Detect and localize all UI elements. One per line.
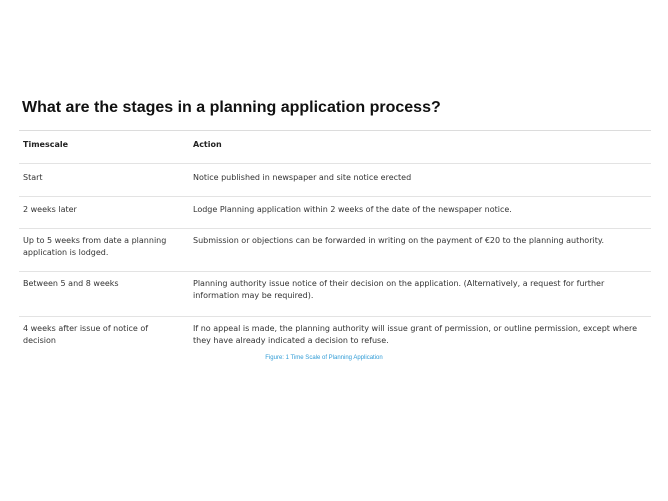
- header-action: Action: [193, 140, 222, 149]
- stages-table: [19, 130, 651, 353]
- page-title: What are the stages in a planning application process?: [22, 99, 441, 116]
- table-row: [19, 272, 651, 317]
- action-cell: Lodge Planning application within 2 weeks of the date of the newspaper notice.: [193, 205, 512, 214]
- table-row: [19, 317, 651, 353]
- action-cell: If no appeal is made, the planning authority will issue grant of permission, or outline permission, except where they have already indicated a decision to refuse.: [193, 324, 638, 345]
- figure-caption: Figure: 1 Time Scale of Planning Application: [265, 355, 383, 361]
- timescale-cell: Start: [23, 173, 43, 182]
- timescale-cell: 4 weeks after issue of notice of decision: [23, 324, 149, 345]
- timescale-cell: Between 5 and 8 weeks: [23, 279, 119, 288]
- table-row: [19, 164, 651, 197]
- table-row: [19, 197, 651, 229]
- timescale-cell: Up to 5 weeks from date a planning application is lodged.: [23, 236, 167, 257]
- action-cell: Submission or objections can be forwarded in writing on the payment of €20 to the planning authority.: [193, 236, 604, 245]
- action-cell: Notice published in newspaper and site notice erected: [193, 173, 412, 182]
- timescale-cell: 2 weeks later: [23, 205, 77, 214]
- header-timescale: Timescale: [23, 140, 69, 149]
- action-cell: Planning authority issue notice of their decision on the application. (Alternatively, a request for further information may be required).: [193, 279, 605, 300]
- table-row: [19, 229, 651, 272]
- table-header-row: [19, 131, 651, 164]
